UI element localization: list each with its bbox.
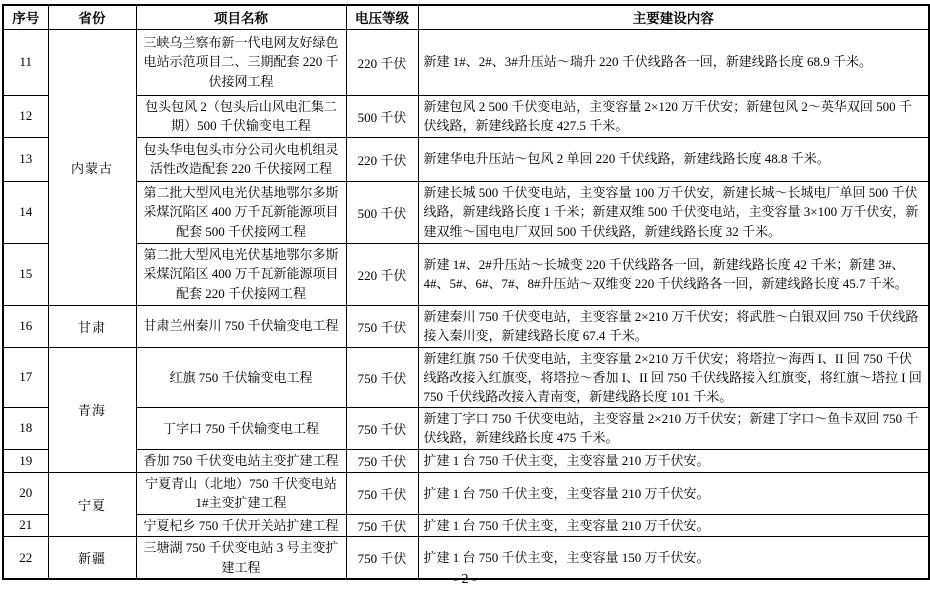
project-name-cell: 三峡乌兰察布新一代电网友好绿色电站示范项目二、三期配套 220 千伏接网工程 bbox=[136, 29, 346, 95]
projects-table bbox=[2, 4, 930, 580]
project-name-cell: 甘肃兰州秦川 750 千伏输变电工程 bbox=[136, 305, 346, 347]
project-name-cell: 红旗 750 千伏输变电工程 bbox=[136, 347, 346, 408]
content-cell: 新建 1#、2#、3#升压站～瑞升 220 千伏线路各一回，新建线路长度 68.9 千米。 bbox=[418, 29, 929, 95]
col-header-seq: 序号 bbox=[3, 5, 48, 29]
table-header-row bbox=[3, 5, 929, 29]
project-name-cell: 宁夏杞乡 750 千伏开关站扩建工程 bbox=[136, 514, 346, 537]
project-name-cell: 包头包风 2（包头后山风电汇集二期）500 千伏输变电工程 bbox=[136, 95, 346, 137]
project-name-cell: 宁夏青山（北地）750 千伏变电站 1#主变扩建工程 bbox=[136, 472, 346, 514]
table-row bbox=[3, 305, 929, 347]
table-row bbox=[3, 408, 929, 449]
seq-cell: 11 bbox=[3, 29, 48, 95]
voltage-cell: 750 千伏 bbox=[346, 408, 418, 449]
seq-cell: 16 bbox=[3, 305, 48, 347]
seq-cell: 17 bbox=[3, 347, 48, 408]
content-cell: 扩建 1 台 750 千伏主变，主变容量 210 万千伏安。 bbox=[418, 449, 929, 472]
col-header-voltage: 电压等级 bbox=[346, 5, 418, 29]
voltage-cell: 500 千伏 bbox=[346, 95, 418, 137]
table-row bbox=[3, 514, 929, 537]
voltage-cell: 750 千伏 bbox=[346, 449, 418, 472]
project-name-cell: 第二批大型风电光伏基地鄂尔多斯采煤沉陷区 400 万千瓦新能源项目配套 220 千伏接网工程 bbox=[136, 243, 346, 305]
project-name-cell: 香加 750 千伏变电站主变扩建工程 bbox=[136, 449, 346, 472]
province-cell: 宁夏 bbox=[48, 472, 136, 537]
table-row bbox=[3, 29, 929, 95]
province-cell: 内蒙古 bbox=[48, 29, 136, 305]
seq-cell: 22 bbox=[3, 537, 48, 580]
content-cell: 扩建 1 台 750 千伏主变，主变容量 210 万千伏安。 bbox=[418, 472, 929, 514]
table-row bbox=[3, 472, 929, 514]
voltage-cell: 500 千伏 bbox=[346, 181, 418, 243]
table-row bbox=[3, 449, 929, 472]
content-cell: 扩建 1 台 750 千伏主变，主变容量 210 万千伏安。 bbox=[418, 514, 929, 537]
project-name-cell: 三塘湖 750 千伏变电站 3 号主变扩建工程 bbox=[136, 537, 346, 580]
voltage-cell: 750 千伏 bbox=[346, 305, 418, 347]
voltage-cell: 220 千伏 bbox=[346, 29, 418, 95]
content-cell: 新建秦川 750 千伏变电站，主变容量 2×210 万千伏安；将武胜～白银双回 750 千伏线路接入秦川变，新建线路长度 67.4 千米。 bbox=[418, 305, 929, 347]
voltage-cell: 750 千伏 bbox=[346, 347, 418, 408]
seq-cell: 14 bbox=[3, 181, 48, 243]
content-cell: 新建华电升压站～包风 2 单回 220 千伏线路，新建线路长度 48.8 千米。 bbox=[418, 137, 929, 181]
voltage-cell: 750 千伏 bbox=[346, 472, 418, 514]
col-header-project: 项目名称 bbox=[136, 5, 346, 29]
content-cell: 新建红旗 750 千伏变电站，主变容量 2×210 万千伏安；将塔拉～海西 I、II 回 750 千伏线路改接入红旗变，将塔拉～香加 I、II 回 750 千伏线路接入红旗变，将红旗～塔拉 I 回 750 千伏线路改接入青南变，新建线路长度 101 千米。 bbox=[418, 347, 929, 408]
voltage-cell: 750 千伏 bbox=[346, 514, 418, 537]
page-number: - 2 - bbox=[453, 572, 477, 587]
content-cell: 新建长城 500 千伏变电站，主变容量 100 万千伏安，新建长城～长城电厂单回 500 千伏线路，新建线路长度 1 千米；新建双维 500 千伏变电站，主变容量 3×100 万千伏安，新建双维～国电电厂双回 500 千伏线路，新建线路长度 32 千米。 bbox=[418, 181, 929, 243]
province-cell: 青海 bbox=[48, 347, 136, 472]
voltage-cell: 220 千伏 bbox=[346, 243, 418, 305]
table-row bbox=[3, 181, 929, 243]
province-cell: 新疆 bbox=[48, 537, 136, 580]
table-row bbox=[3, 243, 929, 305]
voltage-cell: 220 千伏 bbox=[346, 137, 418, 181]
project-name-cell: 包头华电包头市分公司火电机组灵活性改造配套 220 千伏接网工程 bbox=[136, 137, 346, 181]
seq-cell: 12 bbox=[3, 95, 48, 137]
table-row bbox=[3, 347, 929, 408]
col-header-content: 主要建设内容 bbox=[418, 5, 929, 29]
project-name-cell: 第二批大型风电光伏基地鄂尔多斯采煤沉陷区 400 万千瓦新能源项目配套 500 千伏接网工程 bbox=[136, 181, 346, 243]
seq-cell: 18 bbox=[3, 408, 48, 449]
content-cell: 新建包风 2 500 千伏变电站，主变容量 2×120 万千伏安；新建包风 2～英华双回 500 千伏线路，新建线路长度 427.5 千米。 bbox=[418, 95, 929, 137]
seq-cell: 21 bbox=[3, 514, 48, 537]
content-cell: 新建丁字口 750 千伏变电站，主变容量 2×210 万千伏安；新建丁字口～鱼卡双回 750 千伏线路，新建线路长度 475 千米。 bbox=[418, 408, 929, 449]
seq-cell: 13 bbox=[3, 137, 48, 181]
province-cell: 甘肃 bbox=[48, 305, 136, 347]
seq-cell: 19 bbox=[3, 449, 48, 472]
project-name-cell: 丁字口 750 千伏输变电工程 bbox=[136, 408, 346, 449]
table-row bbox=[3, 137, 929, 181]
content-cell: 新建 1#、2#升压站～长城变 220 千伏线路各一回，新建线路长度 42 千米；新建 3#、4#、5#、6#、7#、8#升压站～双维变 220 千伏线路各一回，新建线路长度 45.7 千米。 bbox=[418, 243, 929, 305]
content-cell: 扩建 1 台 750 千伏主变，主变容量 150 万千伏安。 bbox=[418, 537, 929, 580]
seq-cell: 15 bbox=[3, 243, 48, 305]
seq-cell: 20 bbox=[3, 472, 48, 514]
table-row bbox=[3, 95, 929, 137]
voltage-cell: 750 千伏 bbox=[346, 537, 418, 580]
col-header-province: 省份 bbox=[48, 5, 136, 29]
